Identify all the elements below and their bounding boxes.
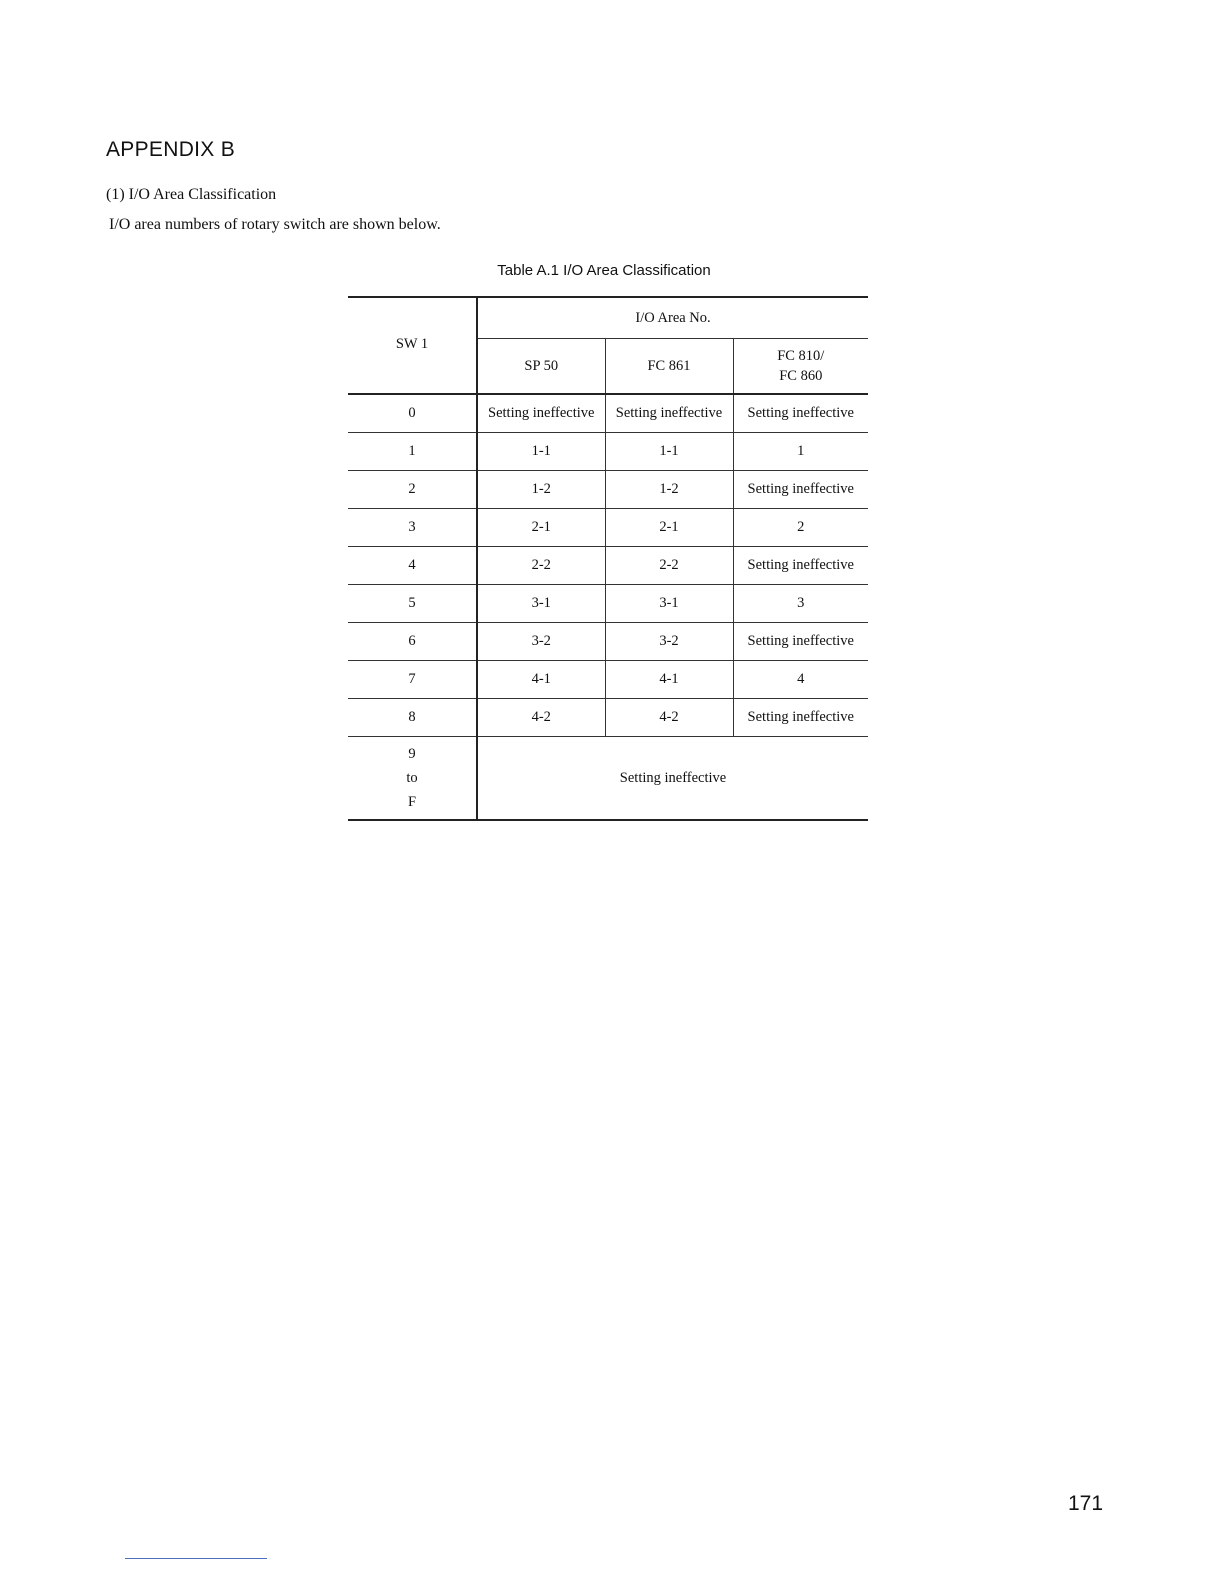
- area-value-cell: 2-2: [605, 547, 733, 585]
- sw-value-cell: 7: [348, 661, 477, 699]
- area-value-cell: 3: [733, 585, 868, 623]
- area-value-cell: 3-1: [605, 585, 733, 623]
- column-header-sp50: [477, 339, 605, 395]
- column-header-label: SP 50: [524, 357, 559, 374]
- intro-text: I/O area numbers of rotary switch are shown below.: [109, 216, 441, 233]
- sw-range-line: 9: [408, 746, 416, 762]
- footer-rule: [125, 1558, 267, 1559]
- area-value-cell: Setting ineffective: [733, 699, 868, 737]
- sw-value-cell: 6: [348, 623, 477, 661]
- table-row-range: [348, 737, 868, 821]
- sw-value-cell: 0: [348, 394, 477, 433]
- column-header-label-line2: FC 860: [779, 368, 823, 384]
- area-value-cell: Setting ineffective: [733, 471, 868, 509]
- group-header-label: I/O Area No.: [635, 309, 711, 326]
- page-number: 171: [1068, 1492, 1104, 1515]
- area-value-cell: 4-2: [605, 699, 733, 737]
- area-value-cell: Setting ineffective: [605, 394, 733, 433]
- area-value-cell: 3-2: [477, 623, 605, 661]
- table-row: [348, 547, 868, 585]
- area-value-cell: 1-2: [605, 471, 733, 509]
- sw-value-cell: 3: [348, 509, 477, 547]
- group-header-cell: [477, 297, 868, 339]
- area-value-cell: 1-2: [477, 471, 605, 509]
- table-row: [348, 433, 868, 471]
- table-row: [348, 509, 868, 547]
- sw-value-cell: 2: [348, 471, 477, 509]
- sw-value-cell: 1: [348, 433, 477, 471]
- area-value-cell: 1-1: [477, 433, 605, 471]
- table-row: [348, 585, 868, 623]
- area-value-cell: 3-1: [477, 585, 605, 623]
- column-header-fc810-fc860: [733, 339, 868, 395]
- header-row-group: [348, 297, 868, 339]
- area-value-cell: 4-1: [605, 661, 733, 699]
- area-value-cell: 3-2: [605, 623, 733, 661]
- area-value-cell: 4: [733, 661, 868, 699]
- area-value-cell: 1: [733, 433, 868, 471]
- area-value-cell: 2: [733, 509, 868, 547]
- sw-header-label: SW 1: [395, 336, 429, 352]
- section-heading: (1) I/O Area Classification: [106, 186, 277, 203]
- area-value-cell: 2-1: [477, 509, 605, 547]
- area-value-cell: 2-2: [477, 547, 605, 585]
- table-row: [348, 623, 868, 661]
- sw-value-cell: 5: [348, 585, 477, 623]
- table-body: [348, 297, 868, 820]
- area-value-cell: 4-1: [477, 661, 605, 699]
- sw-value-cell: 4: [348, 547, 477, 585]
- sw-range-cell: [348, 737, 477, 821]
- area-value-cell: Setting ineffective: [733, 394, 868, 433]
- table-row: [348, 394, 868, 433]
- io-area-table: [348, 296, 868, 821]
- range-value-cell: Setting ineffective: [477, 737, 868, 821]
- area-value-cell: 2-1: [605, 509, 733, 547]
- table-row: [348, 661, 868, 699]
- area-value-cell: Setting ineffective: [477, 394, 605, 433]
- sw-range-line: to: [406, 770, 418, 786]
- column-header-label: FC 861: [647, 357, 691, 374]
- area-value-cell: 4-2: [477, 699, 605, 737]
- sw-range-line: F: [407, 794, 417, 810]
- area-value-cell: Setting ineffective: [733, 623, 868, 661]
- table-caption: [0, 262, 1224, 279]
- area-value-cell: 1-1: [605, 433, 733, 471]
- sw-header-cell: [348, 297, 477, 394]
- appendix-title: APPENDIX B: [106, 138, 236, 161]
- column-header-fc861: [605, 339, 733, 395]
- table-row: [348, 699, 868, 737]
- sw-value-cell: 8: [348, 699, 477, 737]
- table-row: [348, 471, 868, 509]
- column-header-label-line1: FC 810/: [777, 348, 825, 364]
- table-caption-text: Table A.1 I/O Area Classification: [497, 262, 711, 279]
- area-value-cell: Setting ineffective: [733, 547, 868, 585]
